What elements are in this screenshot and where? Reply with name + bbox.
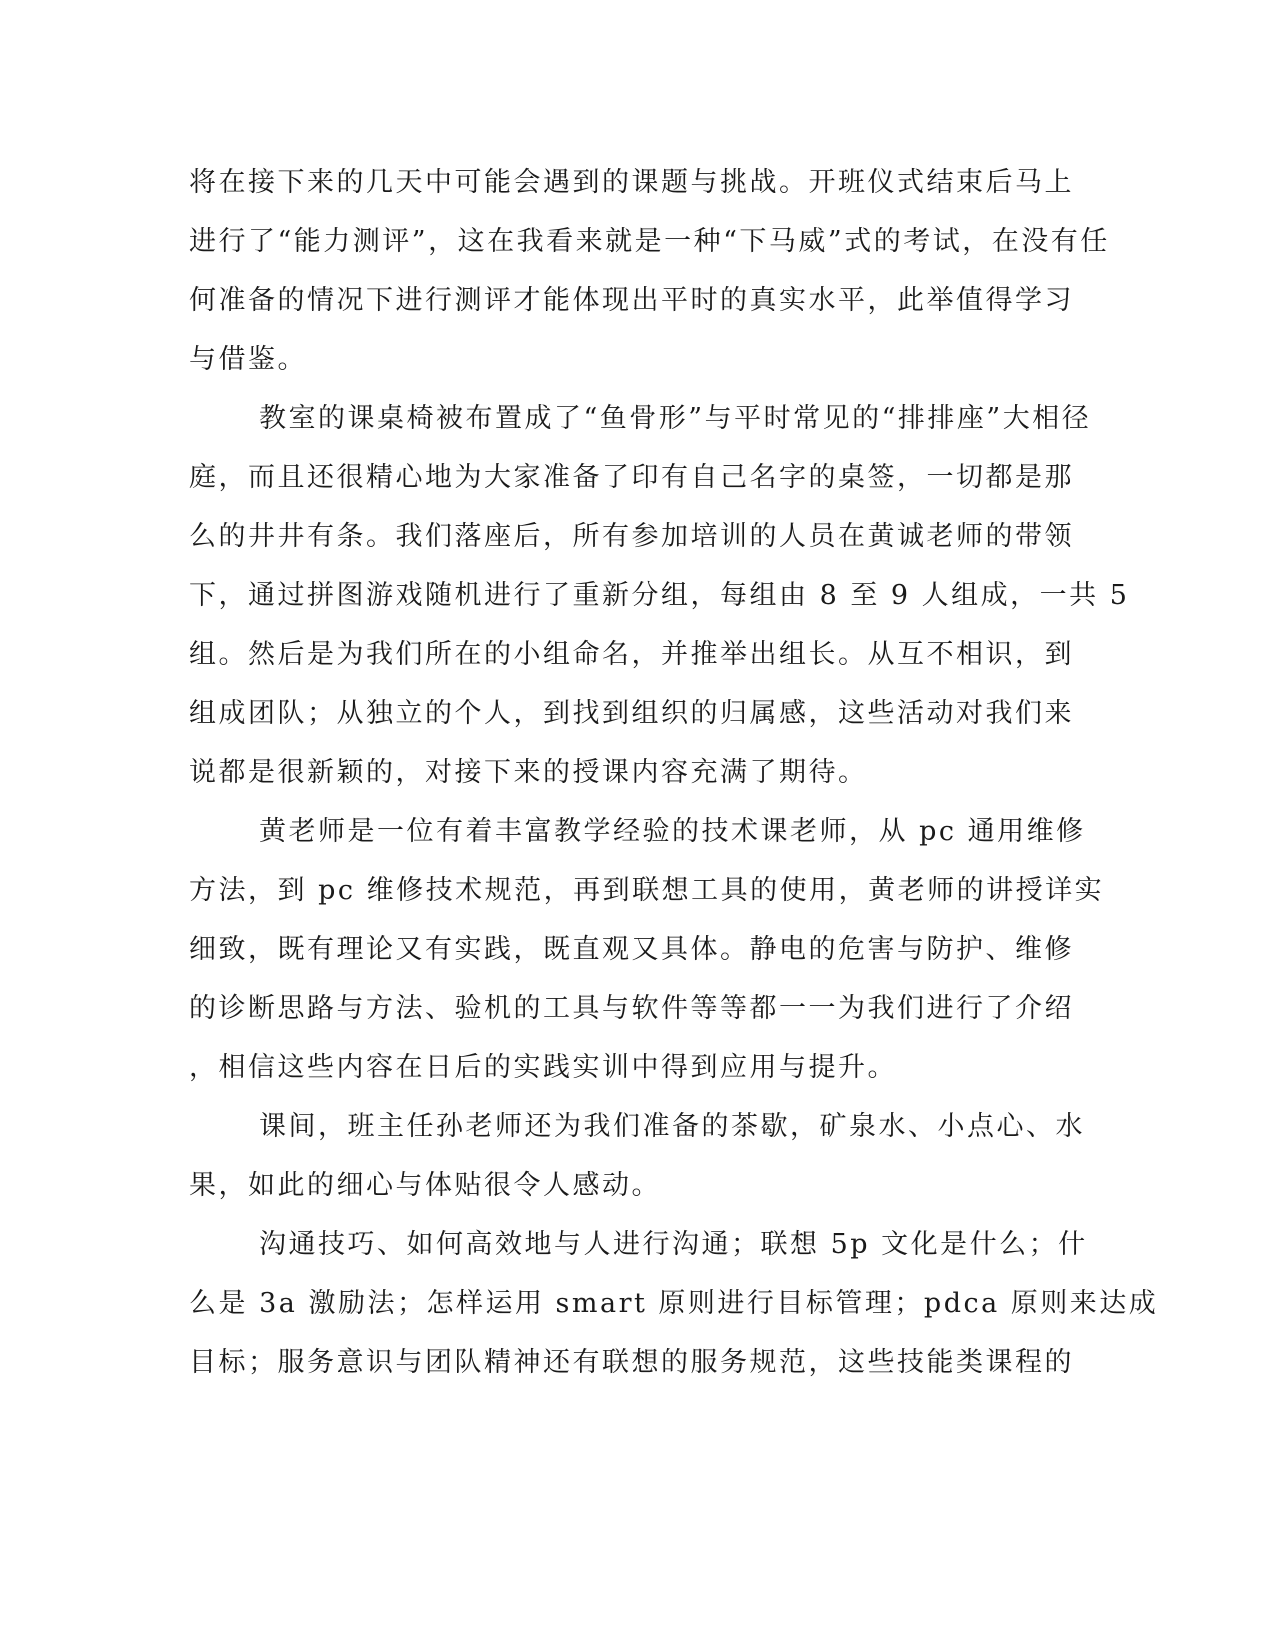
text-line: 的诊断思路与方法、验机的工具与软件等等都一一为我们进行了介绍 (189, 993, 1074, 1024)
text-line: 下，通过拼图游戏随机进行了重新分组，每组由 8 至 9 人组成，一共 5 (189, 580, 1130, 611)
text-line: 果，如此的细心与体贴很令人感动。 (189, 1170, 661, 1201)
text-line: 方法，到 pc 维修技术规范，再到联想工具的使用，黄老师的讲授详实 (189, 875, 1105, 906)
text-line: 与借鉴。 (189, 344, 307, 375)
paragraph-first-line: 沟通技巧、如何高效地与人进行沟通；联想 5p 文化是什么；什 (259, 1229, 1088, 1260)
paragraph-first-line: 课间，班主任孙老师还为我们准备的茶歇，矿泉水、小点心、水 (259, 1111, 1085, 1142)
text-line: 何准备的情况下进行测评才能体现出平时的真实水平，此举值得学习 (189, 285, 1074, 316)
paragraph-first-line: 黄老师是一位有着丰富教学经验的技术课老师，从 pc 通用维修 (259, 816, 1086, 847)
text-line: 细致，既有理论又有实践，既直观又具体。静电的危害与防护、维修 (189, 934, 1074, 965)
text-line: 么是 3a 激励法；怎样运用 smart 原则进行目标管理；pdca 原则来达成 (189, 1288, 1159, 1319)
text-line: 么的井井有条。我们落座后，所有参加培训的人员在黄诚老师的带领 (189, 521, 1074, 552)
text-line: ，相信这些内容在日后的实践实训中得到应用与提升。 (189, 1052, 897, 1083)
text-line: 目标；服务意识与团队精神还有联想的服务规范，这些技能类课程的 (189, 1347, 1074, 1378)
text-line: 组成团队；从独立的个人，到找到组织的归属感，这些活动对我们来 (189, 698, 1074, 729)
text-line: 庭，而且还很精心地为大家准备了印有自己名字的桌签，一切都是那 (189, 462, 1074, 493)
text-line: 将在接下来的几天中可能会遇到的课题与挑战。开班仪式结束后马上 (189, 167, 1074, 198)
text-line: 说都是很新颖的，对接下来的授课内容充满了期待。 (189, 757, 868, 788)
paragraph-first-line: 教室的课桌椅被布置成了“鱼骨形”与平时常见的“排排座”大相径 (259, 403, 1092, 434)
text-line: 组。然后是为我们所在的小组命名，并推举出组长。从互不相识，到 (189, 639, 1074, 670)
text-line: 进行了“能力测评”，这在我看来就是一种“下马威”式的考试，在没有任 (189, 226, 1110, 257)
